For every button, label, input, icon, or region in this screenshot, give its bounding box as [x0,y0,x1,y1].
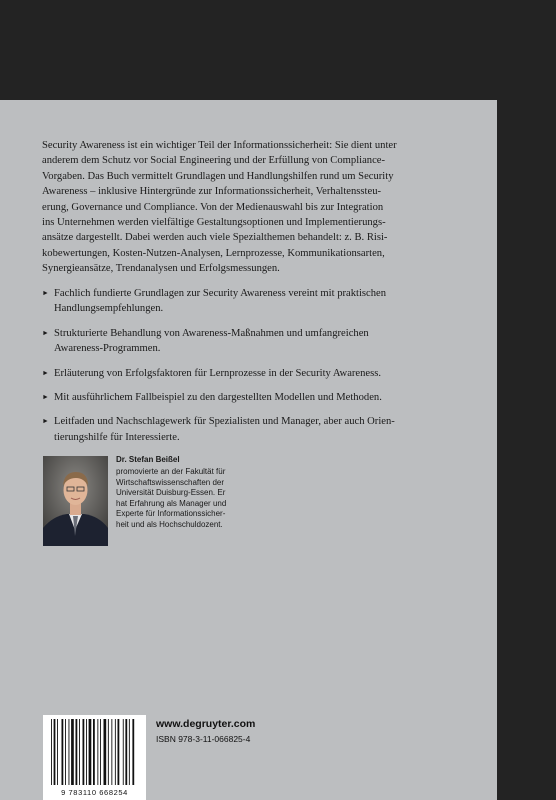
barcode-bar [108,719,109,785]
feature-item [42,414,482,445]
right-dark-band [497,100,556,800]
barcode-bar [123,719,124,785]
feature-line: Awareness-Programmen. [54,343,161,355]
barcode-bars [43,719,146,791]
bullet-arrow-icon: ► [42,368,49,377]
intro-paragraph [42,138,472,277]
intro-line: erung, Governance und Compliance. Von der Medienauswahl bis zur Integration [42,201,384,213]
feature-line: Fachlich fundierte Grundlagen zur Security Awareness vereint mit praktischen [54,288,387,299]
intro-line: Vorgaben. Das Buch vermittelt Grundlagen und Handlungshilfen rund um Security [42,170,394,182]
isbn-text: ISBN 978-3-11-066825-4 [156,734,251,744]
author-bio-line: Wirtschaftswissenschaften der [116,477,225,487]
bullet-arrow-icon: ► [42,393,49,402]
author-photo [43,456,108,546]
barcode-bar [111,719,112,785]
feature-item [42,326,482,357]
barcode-bar [132,719,134,785]
barcode-bar [104,719,107,785]
barcode-bar [57,719,58,785]
barcode-bar [97,719,98,785]
back-cover-panel [0,100,497,800]
barcode-bar [125,719,127,785]
intro-line: kobewertungen, Kosten-Nutzen-Analysen, Lernprozesse, Kommunikationsarten, [42,247,385,259]
author-bio-line: promovierte an der Fakultät für [116,467,226,476]
barcode-bar [100,719,101,785]
barcode-bar [83,719,85,785]
author-bio-line: heit und als Hochschuldozent. [116,519,223,529]
barcode-bar [54,719,56,785]
bullet-arrow-icon: ► [42,417,49,426]
feature-line: Handlungsempfehlungen. [54,303,164,315]
intro-line: anderem dem Schutz vor Social Engineering und der Erfüllung von Compliance- [42,155,386,167]
top-dark-band [0,0,556,100]
intro-line: Security Awareness ist ein wichtiger Teil der Informationssicherheit: Sie dient unter [42,140,397,151]
feature-line: Leitfaden und Nachschlagewerk für Spezialisten und Manager, aber auch Orien- [54,416,395,428]
barcode-bar [129,719,130,785]
author-bio-line: hat Erfahrung als Manager und [116,498,227,508]
barcode-bar [86,719,87,785]
bullet-arrow-icon: ► [42,328,49,337]
feature-list [42,286,482,454]
bullet-arrow-icon: ► [42,289,49,297]
feature-item [42,286,482,317]
feature-line: Strukturierte Behandlung von Awareness-Maßnahmen und umfangreichen [54,327,369,339]
intro-line: Synergieansätze, Trendanalysen und Erfolgsmessungen. [42,263,280,275]
barcode [43,715,146,800]
barcode-bar [118,719,120,785]
barcode-bar [93,719,95,785]
barcode-digits: 9 783110 668254 [61,788,128,797]
intro-line: Awareness – inklusive Hintergründe zur Informationssicherheit, Verhaltenssteu- [42,186,382,198]
barcode-bar [65,719,66,785]
author-name: Dr. Stefan Beißel [116,455,180,464]
author-bio-line: Universität Duisburg-Essen. Er [116,488,226,498]
feature-item [42,390,482,405]
feature-line: tierungshilfe für Interessierte. [54,431,180,443]
author-portrait-icon [43,456,108,546]
feature-line: Erläuterung von Erfolgsfaktoren für Lernprozesse in der Security Awareness. [54,367,382,379]
barcode-bar [76,719,78,785]
intro-line: ins Unternehmen werden vielfältige Gestaltungsoptionen und Implementierungs- [42,217,386,229]
barcode-bar [89,719,92,785]
barcode-bar [62,719,64,785]
feature-item [42,366,482,381]
barcode-bar [51,719,52,785]
intro-line: ansätze dargestellt. Dabei werden auch viele Spezialthemen behandelt: z. B. Risi- [42,232,388,244]
publisher-link[interactable]: www.degruyter.com [156,718,256,730]
barcode-bar [69,719,70,785]
barcode-bar [71,719,74,785]
feature-line: Mit ausführlichem Fallbeispiel zu den dargestellten Modellen und Methoden. [54,392,382,404]
author-bio [116,467,276,531]
author-bio-line: Experte für Informationssicher- [116,509,226,519]
barcode-bar [115,719,116,785]
barcode-bar [79,719,80,785]
